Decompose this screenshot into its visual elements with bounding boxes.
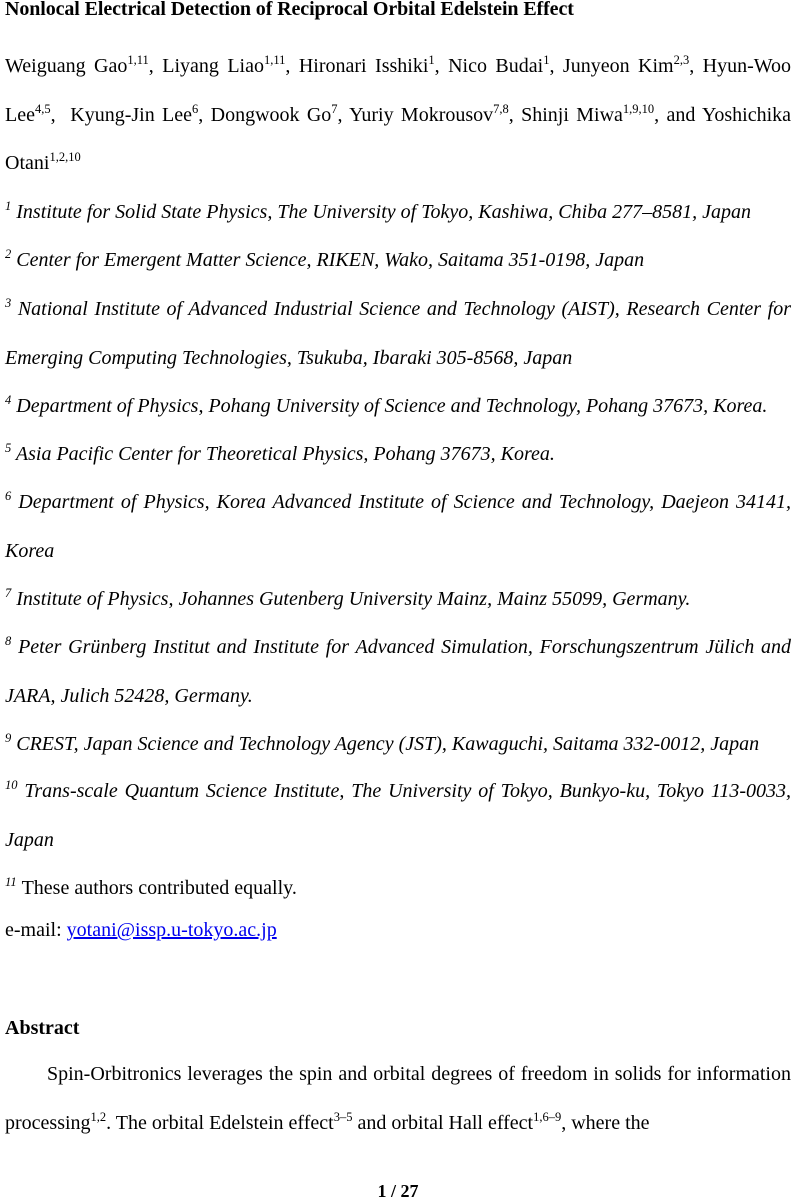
affiliation-6: $^6$ Department of Physics, Korea Advanced Institute of Science and Technology, Daejeon 34141, Korea (5, 489, 791, 562)
email-label: e-mail: (5, 919, 67, 941)
author: Hyun-Woo Lee$^{4,5}$, (5, 55, 792, 126)
affiliation-8: $^8$ Peter Grünberg Institut and Institute for Advanced Simulation, Forschungszentrum Jülich and JARA, Julich 52428, Germany. (5, 634, 792, 707)
abstract-text: Spin-Orbitronics leverages the spin and orbital degrees of freedom in solids for information processing$^{1,2}$. The orbital Edelstein effect$^{3-5}$ and orbital Hall effect$^{1,6-9}$, where the (5, 1063, 791, 1134)
page-number: 1 / 27 (377, 1181, 419, 1201)
affiliation-7: $^7$ Institute of Physics, Johannes Gutenberg University Mainz, Mainz 55099, Germany. (5, 586, 691, 610)
author: Weiguang Gao$^{1,11}$, (5, 53, 163, 77)
author: Yoshichika Otani$^{1,2,10}$ (5, 103, 792, 174)
author-list (5, 42, 791, 188)
author: Dongwook Go$^7$, (210, 101, 350, 126)
author: Kyung-Jin Lee$^6$, (70, 101, 211, 126)
author: Liyang Liao$^{1,11}$, (162, 53, 299, 77)
paper-title: Nonlocal Electrical Detection of Reciprocal Orbital Edelstein Effect (5, 0, 574, 20)
affiliation-4: $^4$ Department of Physics, Pohang University of Science and Technology, Pohang 37673, Korea. (5, 393, 768, 417)
affiliation-10: $^{10}$ Trans-scale Quantum Science Institute, The University of Tokyo, Bunkyo-ku, Tokyo 113-0033, Japan (5, 778, 792, 851)
affiliation-5: $^5$ Asia Pacific Center for Theoretical Physics, Pohang 37673, Korea. (5, 441, 555, 465)
affiliation-2: $^2$ Center for Emergent Matter Science, RIKEN, Wako, Saitama 351-0198, Japan (5, 247, 645, 271)
author: Shinji Miwa$^{1,9,10}$, and (521, 101, 702, 126)
affiliation-1: $^1$ Institute for Solid State Physics, The University of Tokyo, Kashiwa, Chiba 277–8581, Japan (5, 199, 752, 223)
email-link[interactable]: yotani@issp.u-tokyo.ac.jp (66, 919, 277, 941)
author: Yuriy Mokrousov$^{7,8}$, (349, 101, 522, 126)
equal-contribution-note: $^{11}$ These authors contributed equally. (5, 875, 297, 899)
author: Nico Budai$^1$, (448, 53, 563, 77)
email-line (5, 916, 277, 944)
affiliation-3: $^3$ National Institute of Advanced Industrial Science and Technology (AIST), Research Center for Emerging Computing Technologies, Tsukuba, Ibaraki 305-8568, Japan (5, 296, 791, 369)
author: Hironari Isshiki$^1$, (298, 53, 449, 77)
author: Junyeon Kim$^{2,3}$, (562, 53, 703, 77)
affiliation-9: $^9$ CREST, Japan Science and Technology Agency (JST), Kawaguchi, Saitama 332-0012, Japan (5, 731, 760, 755)
abstract-heading: Abstract (5, 1017, 80, 1039)
